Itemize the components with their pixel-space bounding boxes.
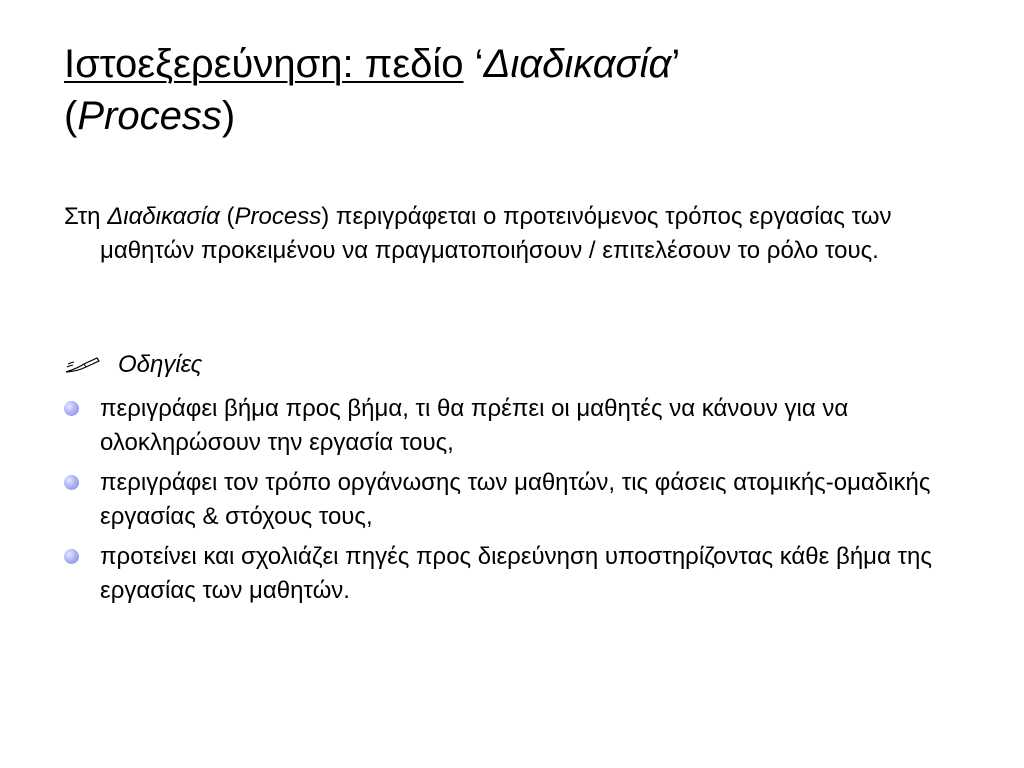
title-english: Process <box>77 94 222 138</box>
guidelines-label: Οδηγίες <box>118 351 203 378</box>
list-item <box>64 392 964 460</box>
slide-title <box>64 38 964 142</box>
list-item <box>64 466 964 534</box>
intro-term: Διαδικασία <box>107 203 220 230</box>
title-field-name: Διαδικασία <box>483 42 672 86</box>
list-item-text: προτείνει και σχολιάζει πηγές προς διερεύνηση υποστηρίζοντας κάθε βήμα της εργασίας των μαθητών. <box>100 543 932 604</box>
list-item-text: περιγράφει βήμα προς βήμα, τι θα πρέπει οι μαθητές να κάνουν για να ολοκληρώσουν την εργασία τους, <box>100 395 849 456</box>
intro-paren-open: ( <box>219 203 235 230</box>
guidelines-heading <box>64 348 964 382</box>
title-quote-open: ‘ <box>463 42 484 86</box>
intro-paragraph <box>64 200 944 268</box>
intro-rest: ) περιγράφεται ο προτεινόμενος τρόπος εργασίας των μαθητών προκειμένου να πραγματοποιήσουν / επιτελέσουν το ρόλο τους. <box>100 203 892 264</box>
intro-text <box>64 200 944 268</box>
pen-nib-icon-svg <box>64 356 102 374</box>
title-quote-close: ’ <box>671 42 681 86</box>
intro-term-en: Process <box>234 203 322 230</box>
pen-nib-icon <box>64 348 112 382</box>
title-main: Ιστοεξερεύνηση: πεδίο <box>64 42 464 86</box>
guidelines-list <box>64 392 964 614</box>
bullet-dot-icon <box>64 401 79 416</box>
list-item <box>64 540 964 608</box>
intro-lead: Στη <box>64 203 108 230</box>
title-paren-open: ( <box>64 94 78 138</box>
list-item-text: περιγράφει τον τρόπο οργάνωσης των μαθητών, τις φάσεις ατομικής-ομαδικής εργασίας & στόχους τους, <box>100 469 931 530</box>
bullet-dot-icon <box>64 549 79 564</box>
bullet-dot-icon <box>64 475 79 490</box>
title-paren-close: ) <box>221 94 236 138</box>
